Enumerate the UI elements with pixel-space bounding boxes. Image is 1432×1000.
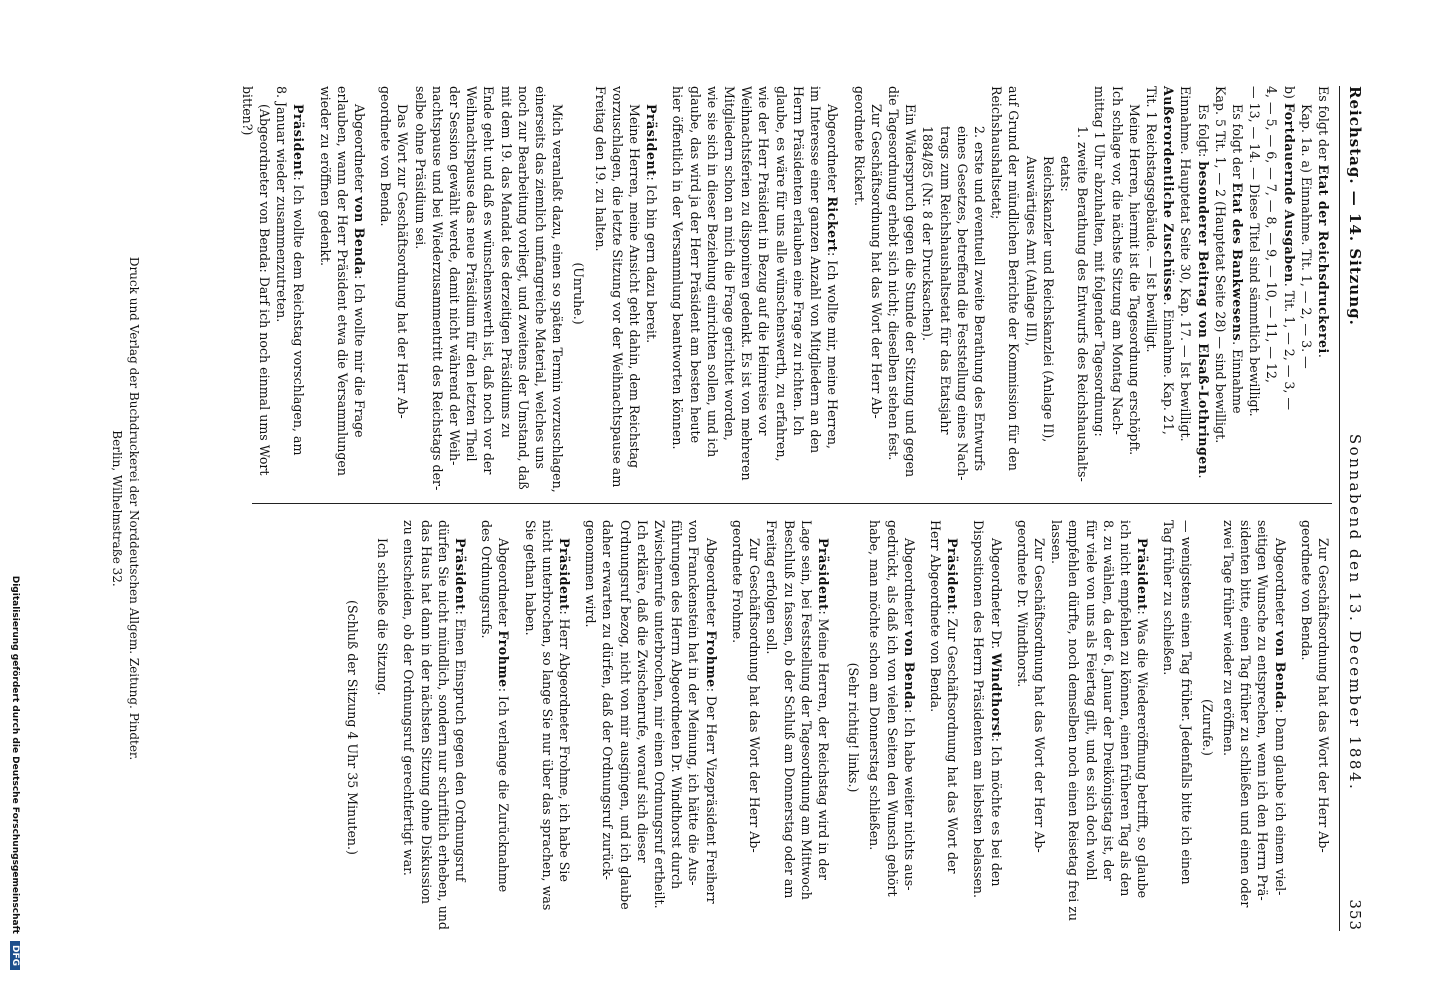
speaker-name: Präsident <box>1135 538 1151 611</box>
text-line: mit dem 19. das Mandat des derzeitigen Präsidiums zu <box>498 86 514 438</box>
text-line: 1884/85 (Nr. 8 der Drucksachen). <box>920 126 936 341</box>
left-text-column <box>239 86 1332 501</box>
speaker-name: von Benda <box>352 196 368 275</box>
paragraph-gap <box>841 86 850 501</box>
text-line: Dispositionen des Herrn Präsidenten am liebsten belassen. <box>971 520 987 899</box>
speaker-name: Präsident <box>644 104 660 177</box>
text-line: Zur Geschäftsordnung hat das Wort der Herr Ab- <box>1031 538 1047 853</box>
text-line: Weihnachtspause das neue Präsidium für den letzten Theil <box>464 86 480 462</box>
stage-direction: (Zurufe.) <box>1199 699 1215 756</box>
text-line: Ein Widerspruch gegen die Stunde der Sitzung und gegen <box>903 104 919 478</box>
paragraph-gap <box>1151 520 1160 935</box>
text-line: einerseits das ziemlich umfangreiche Material, welches uns <box>533 86 549 469</box>
text-line: trags zum Reichshaushaltsetat für das Etatsjahr <box>937 126 953 435</box>
text-line: Weihnachtsferien zu disponiren gedenkt. Es ist von mehreren <box>739 86 755 481</box>
text-line: führungen des Herrn Abgeordneten Dr. Windthorst durch <box>669 520 685 890</box>
text-line: Meine Herren, meine Ansicht geht dahin, dem Reichstag <box>627 104 643 469</box>
text-line: auf Grund der mündlichen Berichte der Kommission für den <box>1006 86 1022 471</box>
paragraph-gap <box>1005 520 1014 935</box>
text-line: genommen wird. <box>583 520 599 628</box>
text-line: Das Wort zur Geschäftsordnung hat der Herr Ab- <box>395 104 411 419</box>
text-line: Ich schließe die Sitzung. <box>375 538 391 696</box>
text-line: seitigen Wunsche zu entsprechen, wenn ich den Herrn Prä- <box>1255 520 1271 901</box>
text-line: Ende geht und daß es wünschenswerth ist, daß noch vor der <box>481 86 497 475</box>
text-line: Präsident: Einen Einspruch gegen den Ordnungsruf <box>453 538 469 882</box>
speaker-name: Etat der Reichsdruckerei <box>1316 164 1331 354</box>
text-line: Ich erkläre, daß die Zwischenrufe, worauf sich dieser <box>634 520 650 863</box>
text-line: Präsident: Ich bin gern dazu bereit. <box>644 104 660 344</box>
text-line: Tag früher zu schließen. <box>1161 520 1177 676</box>
paragraph-gap <box>832 520 841 935</box>
speaker-name: Etat des Bankwesens <box>1229 182 1245 342</box>
text-line: geordnete von Benda. <box>378 86 394 227</box>
stage-direction: (Unruhe.) <box>571 262 587 325</box>
text-line: Zwischenrufe unterbrochen, mir einen Ordnungsruf ertheilt. <box>652 520 668 909</box>
paragraph-gap <box>720 520 729 935</box>
text-line: 1. zweite Berathung des Entwurfs des Reichshaushalts- <box>1075 126 1091 482</box>
text-line: habe, man möchte schon am Donnerstag schließen. <box>867 520 883 851</box>
text-line: 8. Januar wieder zusammenzutreten. <box>274 86 290 323</box>
text-line: Abgeordneter Dr. Windthorst: Ich möchte es bei den <box>988 538 1004 887</box>
text-line: — 13, — 14. — Diese Titel sind sämmtlich bewilligt. <box>1247 86 1263 417</box>
text-line: (Abgeordneter von Benda: Darf ich noch einmal ums Wort <box>257 104 273 476</box>
speaker-name: von Benda <box>901 630 917 709</box>
text-line: Abgeordneter Frohme: Der Herr Vizepräsident Freiherr <box>703 538 719 904</box>
speaker-name: Außerordentliche Zuschüsse <box>1161 86 1177 302</box>
text-line: hier öffentlich in der Versammlung beantworten können. <box>670 86 686 450</box>
text-line: daher erwarten zu dürfen, daß der Ordnungsruf zurück- <box>600 520 616 880</box>
text-line: nicht unterbrochen, so lange Sie nur über das sprachen, was <box>539 520 555 911</box>
text-line: Präsident: Herr Abgeordneter Frohme, ich habe Sie <box>557 538 573 882</box>
text-line: der Session gewählt werde, damit nicht während der Weih- <box>447 86 463 466</box>
page-header <box>1346 86 1364 931</box>
text-line: zu entscheiden, ob der Ordnungsruf gerechtfertigt war. <box>401 520 417 876</box>
text-line: im Interesse einer ganzen Anzahl von Mitgliedern an den <box>808 86 824 454</box>
text-line: Kap. 1a. a) Einnahme. Tit. 1, — 2, — 3. — <box>1298 104 1314 369</box>
text-line: 8. zu wählen, da der 6. Januar der Dreikönigstag ist, der <box>1100 520 1116 881</box>
text-line: lassen. <box>1049 520 1065 565</box>
speaker-name: Fortdauernde Ausgaben <box>1281 102 1297 283</box>
text-line: vorzuschlagen, die letzte Sitzung vor der Weihnachtspause am <box>609 86 625 488</box>
text-line: bitten?) <box>239 86 255 136</box>
speaker-name: Präsident <box>291 104 307 177</box>
speaker-name: Frohme <box>496 630 512 688</box>
text-line: Meine Herren, hiermit ist die Tagesordnung erschöpft. <box>1126 104 1142 456</box>
text-line: Herrn Präsidenten erlauben eine Frage zu richten. Ich <box>790 86 806 436</box>
text-line: geordnete von Benda. <box>1298 520 1314 661</box>
text-line: Einnahme. Hauptetat Seite 30, Kap. 17. — Ist bewilligt. <box>1178 86 1194 442</box>
speaker-name: besonderer Beitrag von Elsaß-Lothringen <box>1195 161 1211 475</box>
text-line: gedrückt, als daß ich von vielen Seiten den Wunsch gehört <box>884 520 900 897</box>
text-line: das Haus hat dann in der nächsten Sitzung ohne Diskussion <box>418 520 434 905</box>
paragraph-gap <box>469 520 478 935</box>
text-line: Sie gethan haben. <box>522 520 538 636</box>
text-line: — wenigstens einen Tag früher. Jedenfalls bitte ich einen <box>1178 520 1194 885</box>
text-line: Reichskanzler und Reichskanzlei (Anlage II), <box>1040 156 1056 443</box>
stage-direction: (Schluß der Sitzung 4 Uhr 35 Minuten.) <box>345 600 361 855</box>
text-line: Abgeordneter von Benda: Ich wollte mir die Frage <box>352 104 368 438</box>
speaker-name: Präsident <box>557 538 573 611</box>
text-line: Lage sein, bei Feststellung der Tagesordnung am Mittwoch <box>798 520 814 900</box>
text-line: zwei Tage früher wieder zu eröffnen. <box>1220 520 1236 756</box>
text-line: Mich veranlaßt dazu, einen so späten Termin vorzuschlagen, <box>550 104 566 493</box>
header-date: Sonnabend den 13. December 1884. <box>1346 433 1364 792</box>
text-line: geordnete Frohme. <box>729 520 745 644</box>
text-line: ich nicht empfehlen zu können, einen früheren Tag als den <box>1117 520 1133 897</box>
speaker-name: von Benda <box>1272 630 1288 709</box>
text-line: wie der Herr Präsident in Bezug auf die Heimreise vor <box>756 86 772 436</box>
text-line: Zur Geschäftsordnung hat das Wort der Herr Ab- <box>1316 538 1331 853</box>
text-line: wieder zu eröffnen gedenkt. <box>317 86 333 267</box>
text-line: Abgeordneter von Benda: Dann glaube ich einem viel- <box>1272 538 1288 896</box>
text-line: etats: <box>1057 156 1073 192</box>
text-line: empfehlen dürfte, noch demselben noch einen Reisetag frei zu <box>1066 520 1082 921</box>
text-line: sidenten bitte, einen Tag früher zu schließen und einen oder <box>1238 520 1254 908</box>
text-line: für viele von uns als Feiertag gilt, und es sich doch wohl <box>1083 520 1099 881</box>
text-line: Es folgt der Etat des Bankwesens. Einnahme <box>1229 104 1245 414</box>
stage-direction: (Sehr richtig! links.) <box>846 662 862 793</box>
text-line: Abgeordneter von Benda: Ich habe weiter nichts aus- <box>901 538 917 891</box>
speaker-name: Rickert <box>825 196 841 253</box>
text-line: Zur Geschäftsordnung hat das Wort der Herr Ab- <box>868 104 884 419</box>
text-line: selbe ohne Präsidium sei. <box>412 86 428 250</box>
text-line: Abgeordneter Rickert: Ich wollte mir, meine Herren, <box>825 104 841 450</box>
paragraph-gap <box>1289 520 1298 935</box>
speaker-name: Präsident <box>815 538 831 611</box>
text-line: nachtspause und bei Wiederzusammentritt des Reichstags der- <box>429 86 445 491</box>
speaker-name: Präsident <box>453 538 469 611</box>
paragraph-gap <box>660 86 669 501</box>
text-line: Freitag den 19. zu halten. <box>592 86 608 252</box>
paragraph-gap <box>307 86 316 501</box>
text-line: Tit. 1 Reichstagsgebäude. — Ist bewilligt. <box>1143 86 1159 353</box>
text-line: erlauben, wann der Herr Präsident etwa die Versammlungen <box>334 86 350 476</box>
text-line: von Franckenstein hat in der Meinung, ich hätte die Aus- <box>686 520 702 886</box>
digitization-note <box>10 30 20 970</box>
paragraph-gap <box>961 520 970 935</box>
printer-imprint <box>108 86 142 931</box>
text-line: Mitgliedern schon an mich die Frage gerichtet worden, <box>722 86 738 441</box>
text-line: Präsident: Meine Herren, der Reichstag wird in der <box>815 538 831 881</box>
text-line: Herr Abgeordnete von Benda. <box>927 520 943 713</box>
text-line: b) Fortdauernde Ausgaben. Tit. 1, — 2, — 3, — <box>1281 86 1297 411</box>
imprint-line-2: Berlin, Wilhelmstraße 32. <box>110 430 124 587</box>
page-number: 353 <box>1346 899 1364 931</box>
column-divider <box>252 503 1332 504</box>
paragraph-gap <box>918 520 927 935</box>
speaker-name: Frohme <box>703 630 719 688</box>
paragraph-gap <box>512 520 521 935</box>
text-line: des Ordnungsrufs. <box>479 520 495 639</box>
text-line: mittag 1 Uhr abzuhalten, mit folgender Tagesordnung: <box>1092 86 1108 437</box>
text-line: Reichshaushaltsetat; <box>989 86 1005 220</box>
text-line: wie sie sich in dieser Beziehung einrichten sollen, und ich <box>704 86 720 458</box>
paragraph-gap <box>368 86 377 501</box>
text-line: 4, — 5, — 6, — 7, — 8, — 9, — 10, — 11, — 12, <box>1264 86 1280 383</box>
text-line: die Tagesordnung erhebt sich nicht; dieselben stehen fest. <box>885 86 901 461</box>
speaker-name: Präsident <box>945 538 961 611</box>
text-line: 2. erste und eventuell zweite Berathung des Entwurfs <box>971 126 987 472</box>
text-line: Außerordentliche Zuschüsse. Einnahme. Kap. 21, <box>1161 86 1177 435</box>
header-rule <box>1339 86 1340 931</box>
text-line: Auswärtiges Amt (Anlage III), <box>1023 156 1039 347</box>
text-line: Zur Geschäftsordnung hat das Wort der Herr Ab- <box>747 538 763 853</box>
text-line: Präsident: Ich wollte dem Reichstag vorschlagen, am <box>291 104 307 456</box>
text-line: Ich schlage vor, die nächste Sitzung am Montag Nach- <box>1109 86 1125 435</box>
text-line: eines Gesetzes, betreffend die Feststellung eines Nach- <box>954 126 970 481</box>
text-line: geordnete Rickert. <box>851 86 867 206</box>
text-line: Freitag erfolgen soll. <box>764 520 780 655</box>
digitization-text: Digitalisierung gefördert durch die Deutsche Forschungsgemeinschaft <box>10 575 20 934</box>
text-line: Abgeordneter Frohme: Ich verlange die Zurücknahme <box>496 538 512 893</box>
text-line: dürfen Sie nicht mündlich, sondern nur schriftlich erheben, und <box>435 520 451 930</box>
paragraph-gap <box>391 520 400 935</box>
text-line: glaube, es wäre für uns alle wünschenswerth, zu erfahren, <box>773 86 789 462</box>
text-line: noch zur Bearbeitung vorliegt, und zweitens der Umstand, daß <box>515 86 531 490</box>
dfg-logo: DFG <box>10 941 20 970</box>
text-line: Präsident: Zur Geschäftsordnung hat das Wort der <box>945 538 961 874</box>
text-line: Ordnungsruf bezog, nicht von mir ausgingen, und ich glaube <box>617 520 633 910</box>
text-line: glaube, das wird ja der Herr Präsident am besten heute <box>687 86 703 444</box>
text-line: Beschluß zu fassen, ob der Schluß am Donnerstag oder am <box>781 520 797 899</box>
header-session: Reichstag. — 14. Sitzung. <box>1346 86 1364 326</box>
imprint-line-1: Druck und Verlag der Buchdruckerei der Norddeutschen Allgem. Zeitung. Pindter. <box>127 256 141 761</box>
text-line: Kap. 5 Tit. 1, — 2 (Hauptetat Seite 28) — sind bewilligt. <box>1212 86 1228 444</box>
speaker-name: Windthorst <box>988 653 1004 738</box>
text-line: Präsident: Was die Wiedereröffnung betrifft, so glaube <box>1135 538 1151 899</box>
right-text-column <box>340 520 1332 935</box>
text-line: geordnete Dr. Windthorst. <box>1014 520 1030 688</box>
text-line: Es folgt der Etat der Reichsdruckerei. <box>1316 86 1331 358</box>
text-line: Es folgt: besonderer Beitrag von Elsaß-Lothringen. <box>1195 104 1211 479</box>
paragraph-gap <box>365 520 374 935</box>
paragraph-gap <box>573 520 582 935</box>
